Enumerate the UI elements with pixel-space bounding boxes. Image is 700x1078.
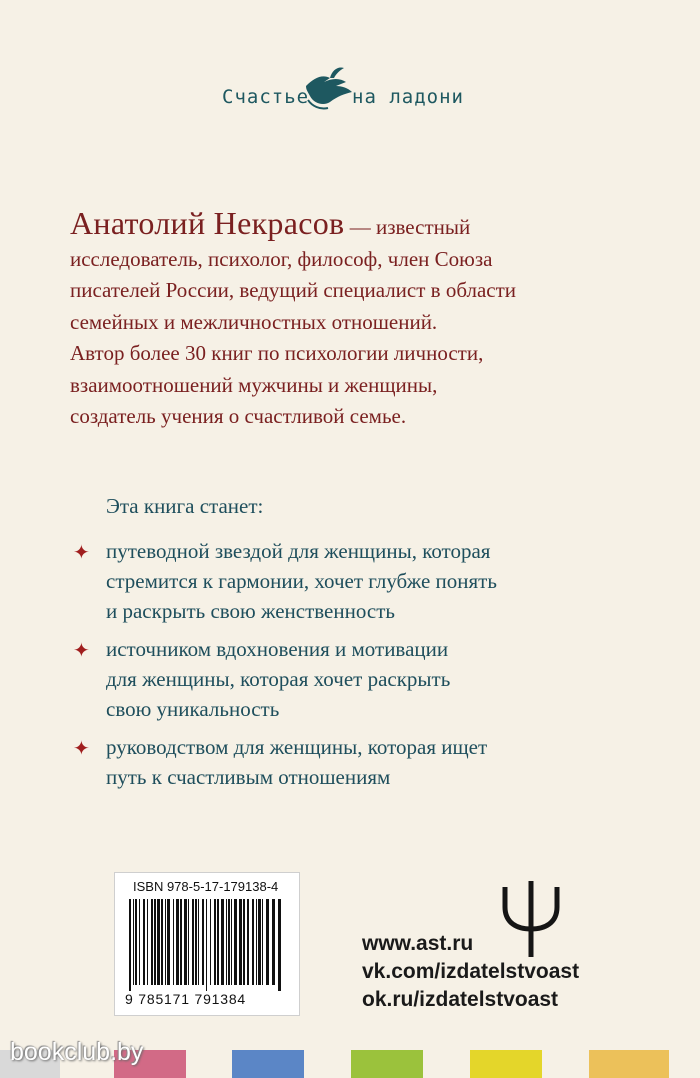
barcode-bar: [157, 899, 160, 985]
barcode-bar: [133, 899, 134, 985]
barcode-bar: [239, 899, 242, 985]
barcode-bar: [226, 899, 227, 985]
barcode-bar: [272, 899, 275, 985]
isbn-label: ISBN 978-5-17-179138-4: [133, 879, 279, 894]
barcode-bar: [214, 899, 216, 985]
barcode-bar: [180, 899, 182, 985]
barcode-bar: [256, 899, 257, 985]
bio-line: семейных и межличностных отношений.: [70, 309, 438, 334]
website-link[interactable]: www.ast.ru: [362, 932, 474, 955]
bio-line: исследователь, психолог, философ, член Союза: [70, 246, 493, 271]
series-name-right: на ладони: [352, 86, 464, 108]
bio-line: писателей России, ведущий специалист в области: [70, 278, 517, 302]
barcode: [114, 872, 300, 1016]
series-name-left: Счастье: [222, 86, 310, 108]
barcode-bar: [188, 899, 189, 985]
barcode-bar: [143, 899, 145, 985]
book-intro: Эта книга станет:: [106, 494, 264, 518]
barcode-bar: [184, 899, 187, 985]
barcode-bar: [217, 899, 219, 985]
star-bullet-icon: ✦: [73, 736, 90, 760]
website-link[interactable]: ok.ru/izdatelstvoast: [362, 988, 559, 1011]
color-swatch: [232, 1050, 304, 1078]
barcode-bar: [262, 899, 263, 985]
author-bio: [70, 205, 650, 433]
star-bullet-icon: ✦: [73, 638, 90, 662]
list-item-text: руководством для женщины, которая ищет путь к счастливым отношениям: [106, 735, 488, 789]
bio-line: взаимоотношений мужчины и женщины,: [70, 372, 438, 397]
barcode-bar: [228, 899, 230, 985]
barcode-bar: [165, 899, 166, 985]
barcode-bar: [221, 899, 224, 985]
barcode-bar: [252, 899, 254, 985]
list-item-text: источником вдохновения и мотивации для женщины, которая хочет раскрыть свою уникальность: [106, 637, 451, 721]
bio-line: Автор более 30 книг по психологии личности,: [70, 341, 484, 365]
publisher-links: [362, 930, 579, 1014]
series-logo-block: [0, 78, 700, 118]
website-link[interactable]: vk.com/izdatelstvoast: [362, 960, 580, 983]
bio-line: Анатолий Некрасов — известный: [70, 205, 471, 241]
barcode-bar: [154, 899, 156, 985]
author-name: Анатолий Некрасов: [70, 205, 345, 241]
star-bullet-icon: ✦: [73, 540, 90, 564]
barcode-bar: [234, 899, 237, 985]
barcode-bar: [247, 899, 249, 985]
barcode-bar: [167, 899, 170, 985]
barcode-bar: [258, 899, 261, 985]
barcode-bar: [161, 899, 163, 985]
barcode-bar: [231, 899, 232, 985]
barcode-bar: [129, 899, 131, 991]
barcode-bar: [151, 899, 153, 985]
barcode-bar: [243, 899, 245, 985]
barcode-bar: [198, 899, 199, 985]
list-item-text: путеводной звездой для женщины, которая стремится к гармонии, хочет глубже понять и раскрыть свою женственность: [106, 539, 497, 623]
barcode-bars: [127, 899, 287, 991]
barcode-bar: [206, 899, 207, 991]
color-swatch: [351, 1050, 423, 1078]
color-swatch: [589, 1050, 669, 1078]
barcode-bar: [278, 899, 281, 991]
barcode-bar: [173, 899, 174, 985]
barcode-bar: [139, 899, 140, 985]
barcode-bar: [266, 899, 269, 985]
barcode-number: 9 785171 791384: [125, 991, 246, 1007]
barcode-bar: [202, 899, 204, 985]
barcode-bar: [147, 899, 148, 985]
barcode-bar: [192, 899, 194, 985]
color-swatch: [470, 1050, 542, 1078]
hand-bird-icon: [300, 64, 356, 112]
site-watermark: bookclub.by: [10, 1038, 144, 1066]
bio-line: создатель учения о счастливой семье.: [70, 404, 407, 428]
barcode-bar: [210, 899, 211, 985]
barcode-bar: [176, 899, 179, 985]
barcode-bar: [195, 899, 197, 985]
barcode-bar: [135, 899, 137, 985]
